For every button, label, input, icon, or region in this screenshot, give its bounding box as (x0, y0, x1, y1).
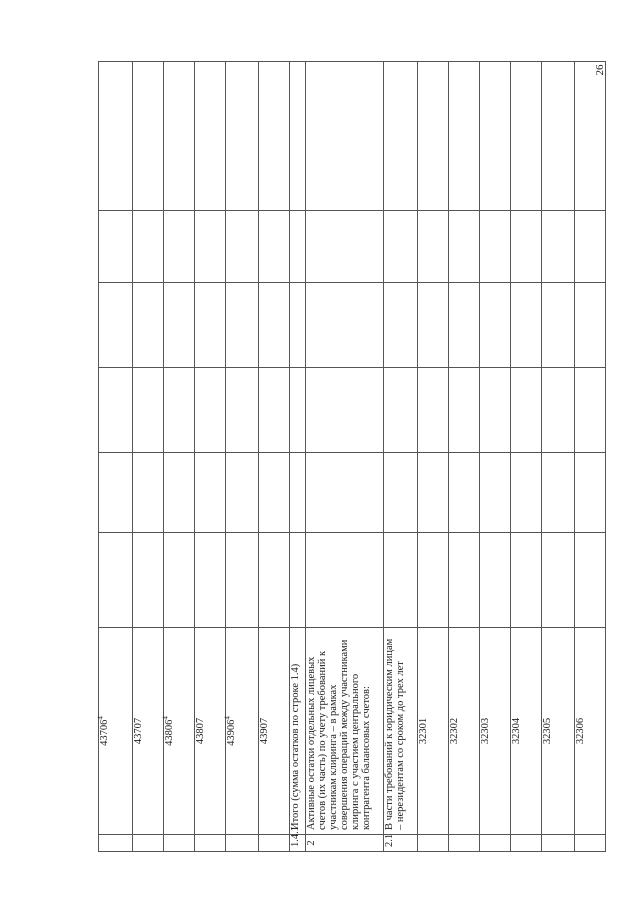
cell-text: 43707 (133, 717, 144, 745)
value-cell (575, 533, 606, 628)
value-cell (226, 283, 259, 368)
row-number-cell: 2.1 (384, 835, 418, 852)
row-number-cell: 1.4.1 (290, 835, 306, 852)
cell-text: 43906 (226, 719, 237, 746)
value-cell (290, 533, 306, 628)
value-cell (259, 283, 290, 368)
table-row (449, 62, 480, 852)
value-cell (164, 453, 195, 533)
value-cell (195, 211, 226, 283)
row-number-cell (542, 835, 575, 852)
value-cell (384, 211, 418, 283)
value-cell (384, 283, 418, 368)
value-cell (133, 453, 164, 533)
row-number-cell (226, 835, 259, 852)
cell-text: 32302 (449, 717, 460, 745)
row-label-cell (290, 628, 306, 835)
footnote-marker: 4 (161, 716, 170, 720)
value-cell (195, 368, 226, 453)
value-cell (575, 453, 606, 533)
footnote-marker: 4 (223, 716, 232, 720)
value-cell (418, 453, 449, 533)
accounts-table (98, 61, 606, 852)
value-cell (418, 62, 449, 211)
value-cell (259, 453, 290, 533)
account-number-cell (223, 628, 259, 835)
value-cell (164, 211, 195, 283)
row-number-cell: 2 (306, 835, 384, 852)
table-body (96, 62, 606, 852)
account-number-cell (133, 628, 164, 835)
value-cell (449, 368, 480, 453)
page-number: 26 (594, 64, 606, 76)
cell-text: 32306 (575, 717, 586, 745)
value-cell (575, 62, 606, 211)
value-cell (480, 62, 511, 211)
row-number-cell (195, 835, 226, 852)
value-cell (133, 211, 164, 283)
value-cell (542, 62, 575, 211)
row-number-cell (449, 835, 480, 852)
row-label-cell (306, 628, 384, 835)
table-row (259, 62, 290, 852)
row-number-cell (480, 835, 511, 852)
cell-text: 32303 (480, 717, 491, 745)
value-cell (133, 62, 164, 211)
value-cell (511, 211, 542, 283)
value-cell (259, 368, 290, 453)
cell-text: 43807 (195, 717, 206, 745)
value-cell (449, 453, 480, 533)
value-cell (542, 368, 575, 453)
value-cell (164, 283, 195, 368)
value-cell (306, 283, 384, 368)
value-cell (306, 453, 384, 533)
value-cell (511, 453, 542, 533)
value-cell (99, 283, 133, 368)
value-cell (480, 283, 511, 368)
value-cell (449, 211, 480, 283)
cell-text: 43907 (259, 717, 270, 745)
account-number-cell (480, 628, 511, 835)
value-cell (195, 62, 226, 211)
table-row (290, 62, 306, 852)
value-cell (480, 211, 511, 283)
value-cell (418, 368, 449, 453)
value-cell (418, 533, 449, 628)
value-cell (306, 211, 384, 283)
value-cell (99, 533, 133, 628)
table-row (511, 62, 542, 852)
value-cell (542, 453, 575, 533)
value-cell (164, 62, 195, 211)
row-number-cell (164, 835, 195, 852)
value-cell (259, 533, 290, 628)
value-cell (99, 368, 133, 453)
value-cell (99, 62, 133, 211)
value-cell (511, 368, 542, 453)
value-cell (99, 211, 133, 283)
value-cell (226, 62, 259, 211)
table-row (542, 62, 575, 852)
account-number-cell (449, 628, 480, 835)
value-cell (449, 62, 480, 211)
cell-text: В части требований к юридическим лицам – нерезидентам со сроком до трех лет (384, 638, 406, 830)
value-cell (226, 453, 259, 533)
row-number-cell (575, 835, 606, 852)
table-row (480, 62, 511, 852)
value-cell (290, 368, 306, 453)
value-cell (449, 283, 480, 368)
cell-text: 32305 (542, 717, 553, 745)
value-cell (226, 211, 259, 283)
cell-text: Активные остатки отдельных лицевых счетов (их часть) по учету требований к участникам клиринга – в рамках совершения операций между участниками клиринга с участием центрального контрагента балансовых счетов: (306, 639, 372, 830)
cell-text: 32304 (511, 717, 522, 745)
value-cell (480, 368, 511, 453)
row-number-cell (259, 835, 290, 852)
value-cell (418, 283, 449, 368)
value-cell (542, 533, 575, 628)
account-number-cell (96, 628, 133, 835)
account-number-cell (575, 628, 606, 835)
value-cell (226, 533, 259, 628)
value-cell (511, 62, 542, 211)
value-cell (290, 211, 306, 283)
value-cell (575, 211, 606, 283)
table-row (99, 62, 133, 852)
account-number-cell (511, 628, 542, 835)
value-cell (306, 62, 384, 211)
value-cell (290, 283, 306, 368)
value-cell (511, 283, 542, 368)
value-cell (575, 368, 606, 453)
value-cell (290, 453, 306, 533)
table-row (164, 62, 195, 852)
value-cell (195, 283, 226, 368)
table-row (575, 62, 606, 852)
account-number-cell (161, 628, 195, 835)
value-cell (259, 62, 290, 211)
value-cell (133, 533, 164, 628)
value-cell (575, 283, 606, 368)
row-number-cell (99, 835, 133, 852)
value-cell (384, 453, 418, 533)
value-cell (164, 533, 195, 628)
table-row (384, 62, 418, 852)
rotated-table-sheet (98, 62, 599, 852)
row-number-cell (511, 835, 542, 852)
value-cell (306, 368, 384, 453)
value-cell (195, 453, 226, 533)
account-number-cell (259, 628, 290, 835)
value-cell (418, 211, 449, 283)
row-number-cell (133, 835, 164, 852)
value-cell (99, 453, 133, 533)
value-cell (480, 533, 511, 628)
cell-text: 43706 (99, 719, 110, 746)
cell-text: 32301 (418, 717, 429, 745)
value-cell (259, 211, 290, 283)
value-cell (384, 368, 418, 453)
table-row (306, 62, 384, 852)
value-cell (511, 533, 542, 628)
account-number-cell (195, 628, 226, 835)
footnote-marker: 4 (96, 716, 105, 720)
value-cell (133, 283, 164, 368)
value-cell (164, 368, 195, 453)
value-cell (449, 533, 480, 628)
table-row (133, 62, 164, 852)
value-cell (384, 62, 418, 211)
value-cell (384, 533, 418, 628)
value-cell (133, 368, 164, 453)
row-number-cell (418, 835, 449, 852)
value-cell (542, 211, 575, 283)
table-row (418, 62, 449, 852)
account-number-cell (418, 628, 449, 835)
table-row (195, 62, 226, 852)
value-cell (195, 533, 226, 628)
value-cell (480, 453, 511, 533)
account-number-cell (542, 628, 575, 835)
table-row (226, 62, 259, 852)
value-cell (290, 62, 306, 211)
cell-text: Итого (сумма остатков по строке 1.4) (290, 663, 301, 830)
row-label-cell (384, 628, 418, 835)
value-cell (542, 283, 575, 368)
value-cell (226, 368, 259, 453)
cell-text: 43806 (164, 719, 175, 746)
value-cell (306, 533, 384, 628)
